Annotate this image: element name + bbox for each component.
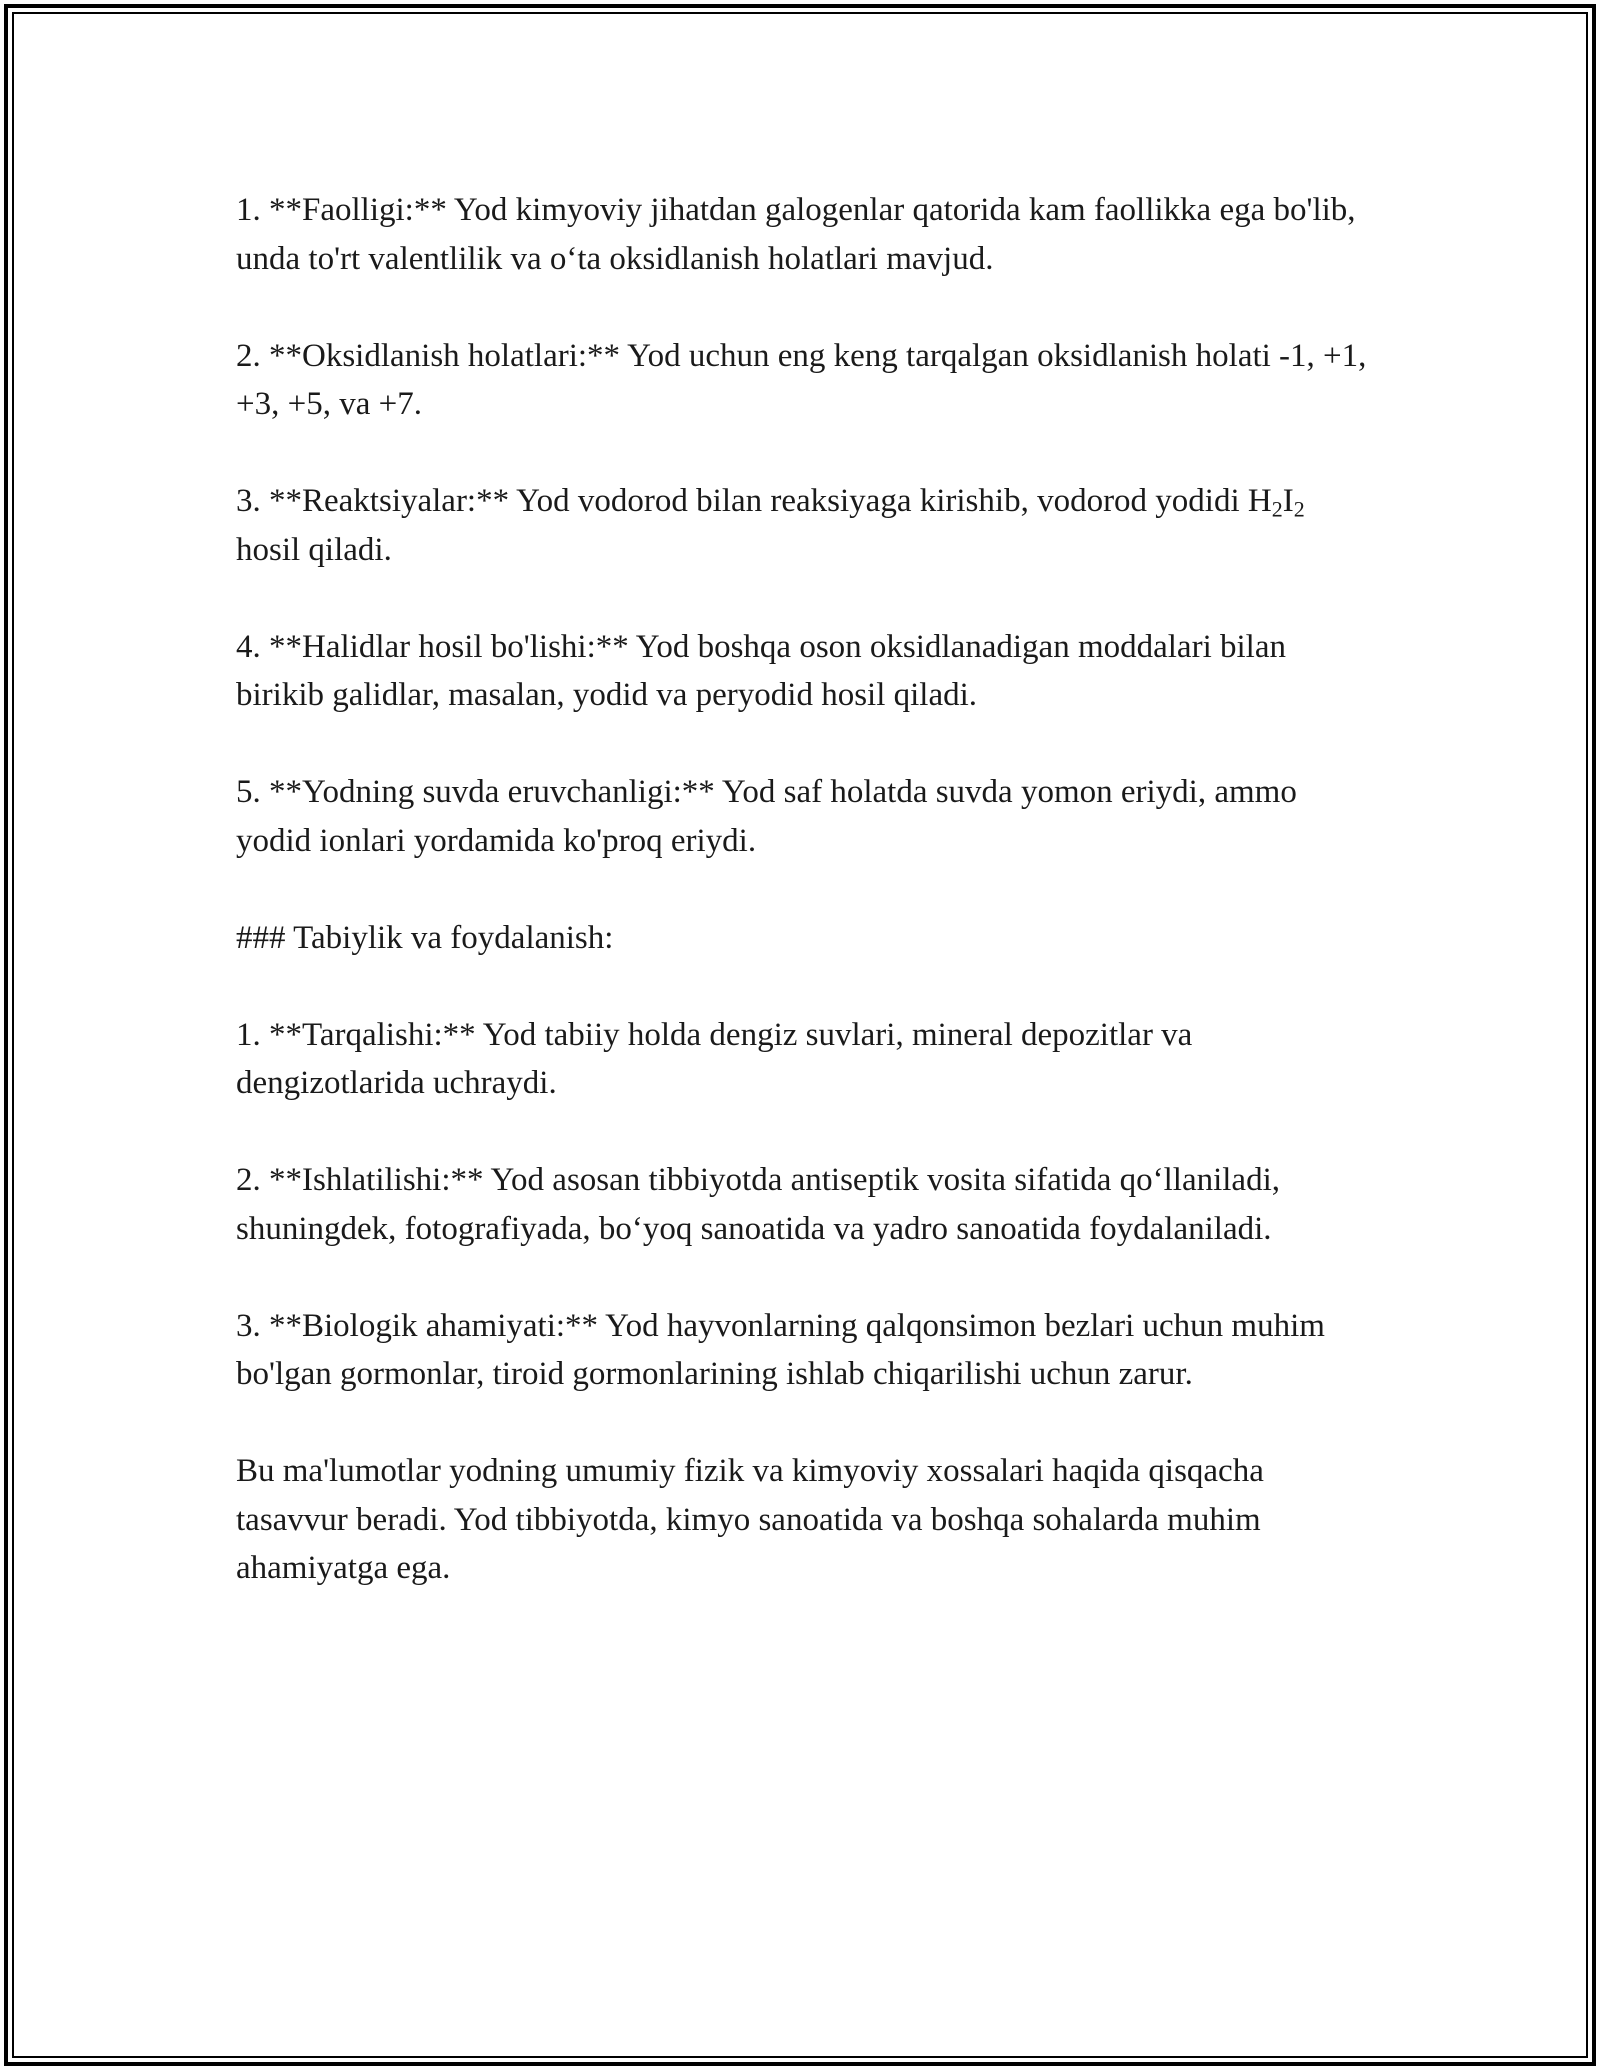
item-text: Yod kimyoviy jihatdan galogenlar qatorida kam faollikka ega bo'lib, unda to'rt valentlilik va o‘ta oksidlanish holatlari mavjud. [236, 192, 1356, 277]
item-number: 3. [236, 483, 261, 519]
item-label: **Faolligi:** [269, 192, 447, 228]
item-label: **Biologik ahamiyati:** [269, 1307, 599, 1344]
item-text: Yod saf holatda suvda yomon eriydi, ammo yodid ionlari yordamida ko'proq eriydi. [236, 774, 1297, 859]
item-number: 2. [236, 337, 261, 374]
list-item-reaktsiyalar [236, 477, 1376, 574]
chemical-formula [1247, 483, 1305, 522]
item-label: **Reaktsiyalar:** [269, 483, 510, 519]
document-body [236, 186, 1376, 1593]
conclusion-paragraph: Bu ma'lumotlar yodning umumiy fizik va kimyoviy xossalari haqida qisqacha tasavvur beradi. Yod tibbiyotda, kimyo sanoatida va boshqa sohalarda muhim ahamiyatga ega. [236, 1453, 1264, 1586]
item-label: **Oksidlanish holatlari:** [269, 337, 621, 374]
item-number: 5. [236, 774, 261, 810]
item-label: **Tarqalishi:** [269, 1016, 476, 1053]
item-number: 1. [236, 192, 261, 228]
item-number: 1. [236, 1016, 261, 1053]
list-item-faolligi [236, 186, 1376, 283]
item-text: Yod asosan tibbiyotda antiseptik vosita sifatida qo‘llaniladi, shuningdek, fotografiyada, bo‘yoq sanoatida va yadro sanoatida foydalaniladi. [236, 1162, 1281, 1247]
item-text: Yod boshqa oson oksidlanadigan moddalari bilan birikib galidlar, masalan, yodid va peryodid hosil qiladi. [236, 628, 1286, 713]
list-item-oksidlanish-holatlari [236, 332, 1376, 429]
item-number: 3. [236, 1307, 261, 1344]
formula-element-h: H [1247, 483, 1272, 519]
formula-subscript: 2 [1293, 496, 1305, 522]
item-text: Yod tabiiy holda dengiz suvlari, mineral depozitlar va dengizotlarida uchraydi. [236, 1016, 1193, 1101]
formula-element-i: I [1282, 483, 1294, 519]
list-item-ishlatilishi [236, 1156, 1376, 1253]
item-text: Yod hayvonlarning qalqonsimon bezlari uchun muhim bo'lgan gormonlar, tiroid gormonlarining ishlab chiqarilishi uchun zarur. [236, 1307, 1325, 1392]
item-number: 2. [236, 1162, 261, 1198]
formula-subscript: 2 [1271, 496, 1283, 522]
item-label: **Halidlar hosil bo'lishi:** [269, 628, 629, 665]
item-number: 4. [236, 628, 261, 665]
item-text: Yod vodorod bilan reaksiyaga kirishib, vodorod yodidi [516, 483, 1240, 519]
item-text: Yod uchun eng keng tarqalgan oksidlanish holati -1, +1, +3, +5, va +7. [236, 337, 1367, 422]
list-item-halidlar [236, 623, 1376, 720]
list-item-eruvchanlik [236, 768, 1376, 865]
list-item-biologik-ahamiyati [236, 1302, 1376, 1399]
item-label: **Ishlatilishi:** [269, 1162, 484, 1198]
section-heading: ### Tabiylik va foydalanish: [236, 919, 614, 956]
list-item-tarqalishi [236, 1011, 1376, 1108]
item-text-after: hosil qiladi. [236, 531, 392, 568]
item-label: **Yodning suvda eruvchanligi:** [269, 774, 715, 810]
